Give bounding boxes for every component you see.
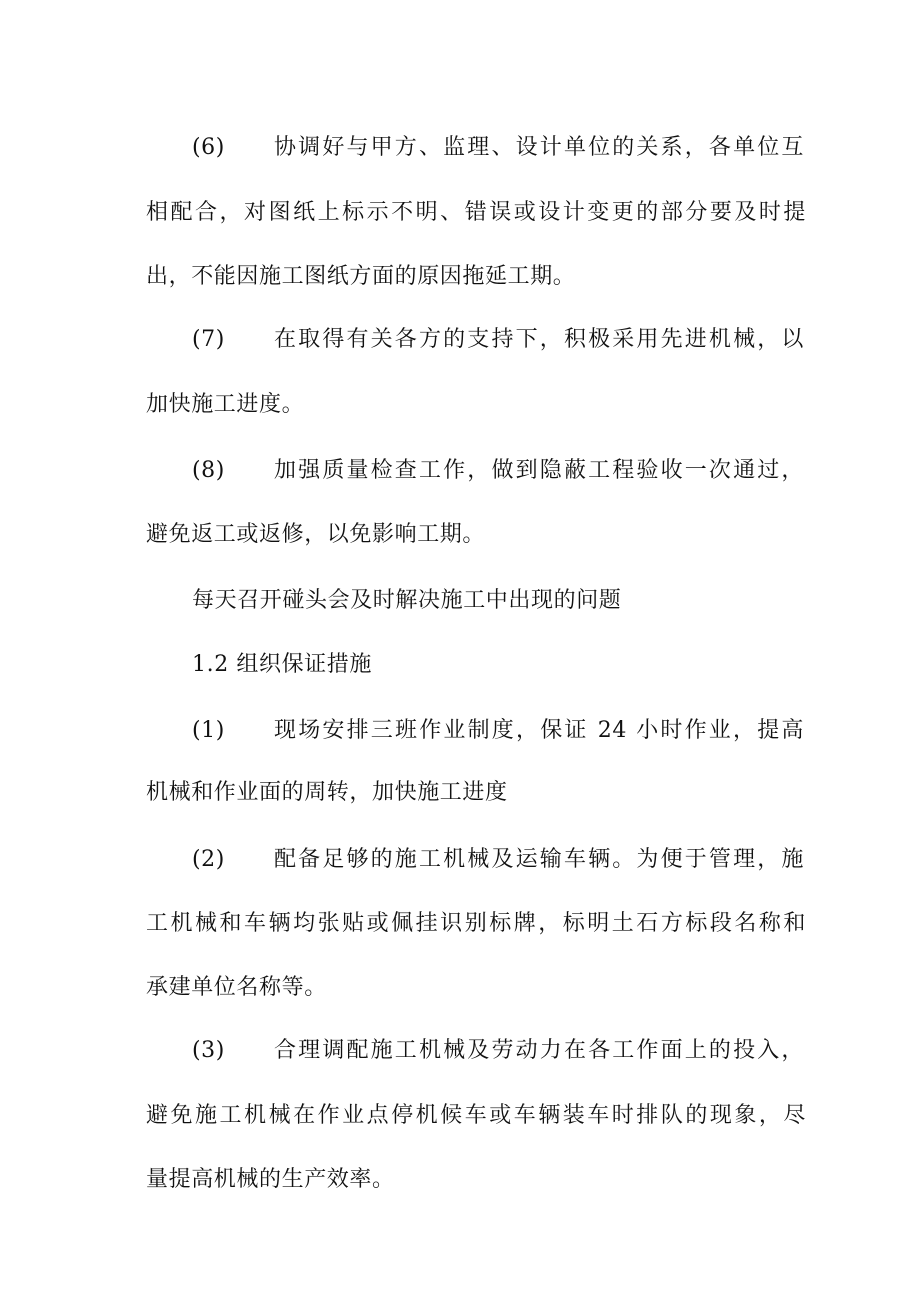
paragraph-1-line-1 [192,716,804,746]
paragraph-text: 量提高机械的生产效率。 [146,1167,395,1192]
paragraph-1-line-2 [146,778,806,808]
paragraph-2-line-3 [146,973,806,1003]
paragraph-text: 加强质量检查工作，做到隐蔽工程验收一次通过， [274,458,804,483]
paragraph-3-line-1 [192,1036,804,1066]
paragraph-text: 避免施工机械在作业点停机候车或车辆装车时排队的现象，尽 [146,1103,806,1128]
paragraph-7-line-1 [192,325,804,355]
paragraph-number: (1) [192,718,225,743]
paragraph-text: 配备足够的施工机械及运输车辆。为便于管理，施 [274,847,804,872]
paragraph-3-line-2 [146,1101,806,1131]
paragraph-text: 合理调配施工机械及劳动力在各工作面上的投入， [274,1038,804,1063]
paragraph-number: (8) [192,458,225,483]
paragraph-6-line-3 [146,262,806,292]
paragraph-2-line-1 [192,845,804,875]
paragraph-number: (7) [192,327,225,352]
meeting-note: 每天召开碰头会及时解决施工中出现的问题 [192,588,622,613]
paragraph-text: 相配合，对图纸上标示不明、错误或设计变更的部分要及时提 [146,200,806,225]
paragraph-7-line-2 [146,390,806,420]
paragraph-number: (2) [192,847,225,872]
paragraph-text: 机械和作业面的周转，加快施工进度 [146,780,508,805]
paragraph-text: 出，不能因施工图纸方面的原因拖延工期。 [146,264,576,289]
paragraph-text: 避免返工或返修，以免影响工期。 [146,522,486,547]
paragraph-text: 加快施工进度。 [146,392,305,417]
paragraph-text: 工机械和车辆均张贴或佩挂识别标牌，标明土石方标段名称和 [146,911,806,936]
paragraph-text: 承建单位名称等。 [146,975,327,1000]
paragraph-6-line-2 [146,198,806,228]
section-heading: 1.2 组织保证措施 [192,652,372,677]
paragraph-2-line-2 [146,909,806,939]
paragraph-text: 现场安排三班作业制度，保证 24 小时作业，提高 [274,718,804,743]
paragraph-3-line-3 [146,1165,806,1195]
paragraph-8-line-1 [192,456,804,486]
paragraph-text: 在取得有关各方的支持下，积极采用先进机械，以 [274,327,804,352]
paragraph-6-line-1 [192,133,804,163]
paragraph-text: 协调好与甲方、监理、设计单位的关系，各单位互 [274,135,804,160]
paragraph-8-line-2 [146,520,806,550]
paragraph-number: (6) [192,135,225,160]
paragraph-number: (3) [192,1038,225,1063]
